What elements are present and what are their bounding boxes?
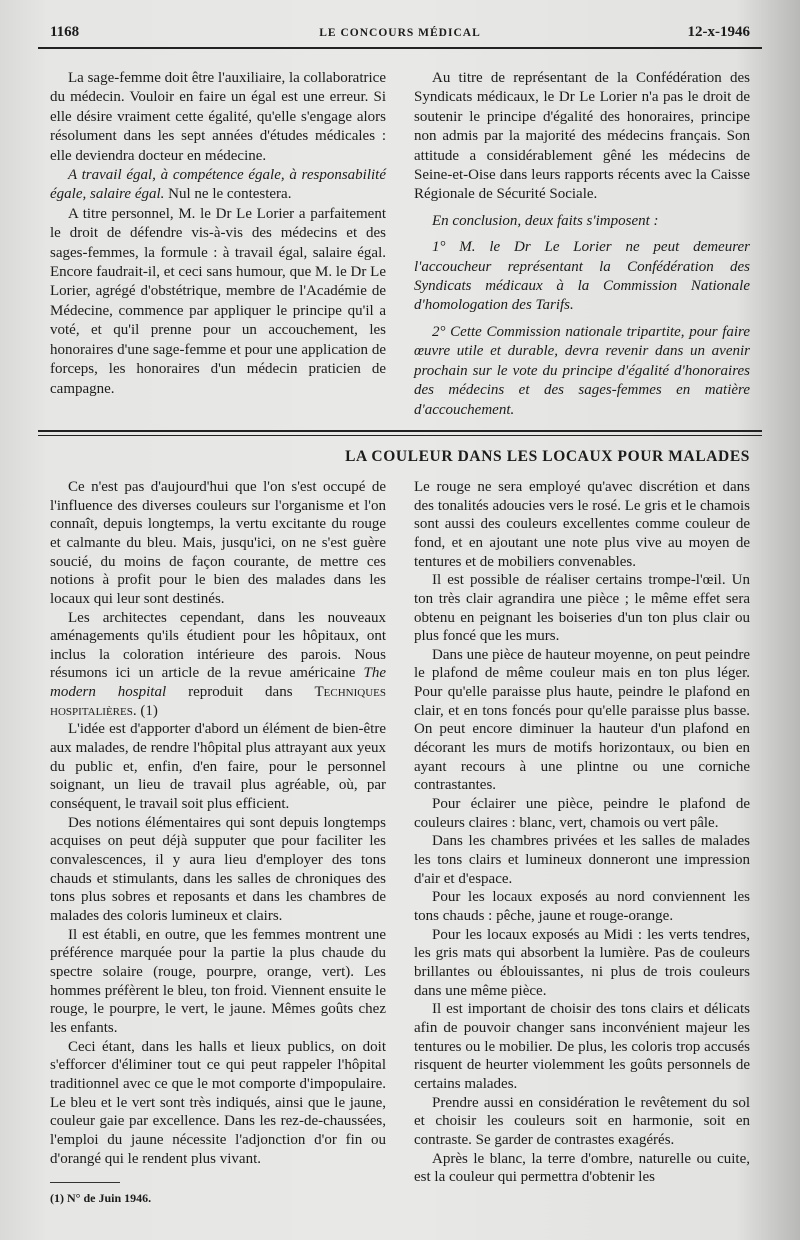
journal-title: LE CONCOURS MÉDICAL <box>319 27 481 39</box>
paragraph: Prendre aussi en considération le revêtement du sol et choisir les couleurs soit en harmonie, soit en contraste. Se garder de contrastes exagérés. <box>414 1094 750 1148</box>
paragraph: Pour éclairer une pièce, peindre le plafond de couleurs claires : blanc, vert, chamois ou vert pâle. <box>414 796 750 831</box>
paragraph: Dans une pièce de hauteur moyenne, on peut peindre le plafond de même couleur mais en ton plus léger. Pour qu'elle paraisse plus haute, peindre le plafond en clair, et en tons foncés pour qu'elle paraisse plus basse. On peut encore diminuer la hauteur d'un plafond en décorant les murs de motifs horizontaux, ou bien en ayant recours à une plintne ou une corniche contrastantes. <box>414 646 750 794</box>
paragraph: 1° M. le Dr Le Lorier ne peut demeurer l'accoucheur représentant la Confédération des Syndicats médicaux à la Commission Nationale d'homologation des Tarifs. <box>414 239 750 314</box>
article-title: LA COULEUR DANS LES LOCAUX POUR MALADES <box>345 447 750 465</box>
page-number: 1168 <box>50 24 80 40</box>
text: Nul ne le contestera. <box>164 186 292 203</box>
paragraph: Pour les locaux exposés au Midi : les verts tendres, les gris mats qui absorbent la lumière. Pas de couleurs brillantes ou éblouissantes, ni plus de trois couleurs dans une même pièce. <box>414 926 750 999</box>
running-header <box>50 24 750 44</box>
footnote: (1) N° de Juin 1946. <box>50 1191 152 1206</box>
paragraph: Après le blanc, la terre d'ombre, naturelle ou cuite, est la couleur qui permettra d'obtenir les <box>414 1150 750 1186</box>
paragraph: Il est établi, en outre, que les femmes montrent une préférence marquée pour la partie la plus chaude du spectre solaire (rouge, pourpre, orange, vert). Les hommes préfèrent le bleu, ton froid. Viennent ensuite le rouge, le pourpre, le vert, le jaune. Mêmes goûts chez les enfants. <box>50 926 386 1036</box>
paragraph: La sage-femme doit être l'auxiliaire, la collaboratrice du médecin. Vouloir en faire un égal est une erreur. Si elle désire vraiment cette égalité, qu'elle s'engage alors résolument dans les sept années d'études médicales : elle deviendra docteur en médecine. <box>50 70 386 164</box>
top-section <box>50 69 750 420</box>
paragraph: L'idée est d'apporter d'abord un élément de bien-être aux malades, de rendre l'hôpital plus attrayant aux yeux du public et, enfin, d'en faire, pour le personnel soignant, un lieu de travail plus agréable, où, par conséquent, le travail soit plus efficient. <box>50 721 386 813</box>
text: Les architectes cependant, dans les nouveaux aménagements qu'ils étudient pour les hôpitaux, ont inclus la coloration intérieure des parois. Nous résumons ici un article de la revue américaine <box>50 609 386 682</box>
paragraph: Des notions élémentaires qui sont depuis longtemps acquises on peut déjà supputer que pour faciliter les convalescences, il y aura lieu d'employer des tons chauds et stimulants, dans les salles de chroniques des tons plus sobres et reposants et dans les chambres de malades des coloris lumineux et clairs. <box>50 814 386 924</box>
section-rule <box>38 430 762 432</box>
top-right-column <box>414 69 750 420</box>
text: reproduit dans <box>166 684 315 701</box>
paragraph: Ce n'est pas d'aujourd'hui que l'on s'est occupé de l'influence des diverses couleurs sur l'organisme et l'on connaît, depuis longtemps, la vertu excitante du rouge et calmante du bleu. Mais, jusqu'ici, on ne s'est guère soucié, du moins de façon courante, de mettre ces notions à profit pour le bien des malades dans les locaux qui leur sont destinés. <box>50 478 386 607</box>
header-rule <box>38 47 762 49</box>
paragraph: Il est important de choisir des tons clairs et délicats afin de pouvoir changer sans inconvénient majeur les tentures ou le mobilier. De plus, les coloris trop accusés risquent de heurter violemment les goûts personnels de certains malades. <box>414 1001 750 1092</box>
issue-date: 12-x-1946 <box>687 24 750 40</box>
article-left-column <box>50 478 386 1209</box>
italic-text: A travail égal, à compétence égale, à responsabilité égale, salaire égal. <box>50 167 386 203</box>
article-body <box>50 478 750 1209</box>
top-left-column <box>50 69 386 399</box>
paragraph: Il est possible de réaliser certains trompe-l'œil. Un ton très clair agrandira une pièce ; le même effet sera obtenu en peignant les boiseries d'un ton plus clair ou plus foncé que les murs. <box>414 572 750 645</box>
paragraph: Au titre de représentant de la Confédération des Syndicats médicaux, le Dr Le Lorier n'a pas le droit de soutenir le principe d'égalité des honoraires, principe non admis par la majorité des médecins français. Son attitude a considérablement gêné les médecins de Seine-et-Oise dans leurs rapports récents avec la Caisse Régionale de Sécurité Sociale. <box>414 70 750 203</box>
footnote-rule <box>50 1182 120 1183</box>
section-rule-thin <box>38 435 762 436</box>
smallcaps-text: Techniques hospitalières <box>50 684 387 719</box>
paragraph <box>50 609 386 721</box>
text: . (1) <box>132 702 158 719</box>
paragraph: Pour les locaux exposés au nord conviennent les tons chauds : pêche, jaune et rouge-orange. <box>414 889 750 924</box>
paragraph: A titre personnel, M. le Dr Le Lorier a parfaitement le droit de défendre vis-à-vis des médecins et des sages-femmes, la formule : à travail égal, salaire égal. Encore faudrait-il, et ceci sans humour, que M. le Dr Le Lorier, agrégé d'obstétrique, membre de l'Académie de Médecine, commence par appliquer le principe qu'il a voté, et qu'il prenne pour un accouchement, les honoraires d'une sage-femme et pour une application de forceps, les honoraires d'un médecin praticien de campagne. <box>50 205 386 397</box>
paragraph: En conclusion, deux faits s'imposent : <box>432 212 659 229</box>
article-right-column <box>414 478 750 1187</box>
paragraph: Dans les chambres privées et les salles de malades les tons clairs et lumineux donneront une impression d'air et d'espace. <box>414 833 750 887</box>
paragraph: 2° Cette Commission nationale tripartite, pour faire œuvre utile et durable, devra revenir dans un avenir prochain sur le vote du principe d'égalité d'honoraires des médecins et des sages-femmes en matière d'accouchement. <box>414 323 750 418</box>
paragraph <box>50 166 386 205</box>
paragraph: Ceci étant, dans les halls et lieux publics, on doit s'efforcer d'éliminer tout ce qui peut rappeler l'hôpital traditionnel avec ce que le mot comporte d'impopulaire. Le bleu et le vert sont très indiqués, ainsi que le jaune, couleur gaie par excellence. Dans les rez-de-chaussées, l'emploi du jaune nécessite l'adjonction d'or fin ou d'orangé qui le rendent plus vivant. <box>50 1038 386 1167</box>
italic-text: The modern hospital <box>50 665 386 701</box>
paragraph: Le rouge ne sera employé qu'avec discrétion et dans des tonalités adoucies vers le rosé. Le gris et le chamois sont aussi des couleurs excellentes comme couleur de fond, et en ajoutant une note plus vive au moyen de tentures et de mobiliers convenables. <box>414 478 750 570</box>
